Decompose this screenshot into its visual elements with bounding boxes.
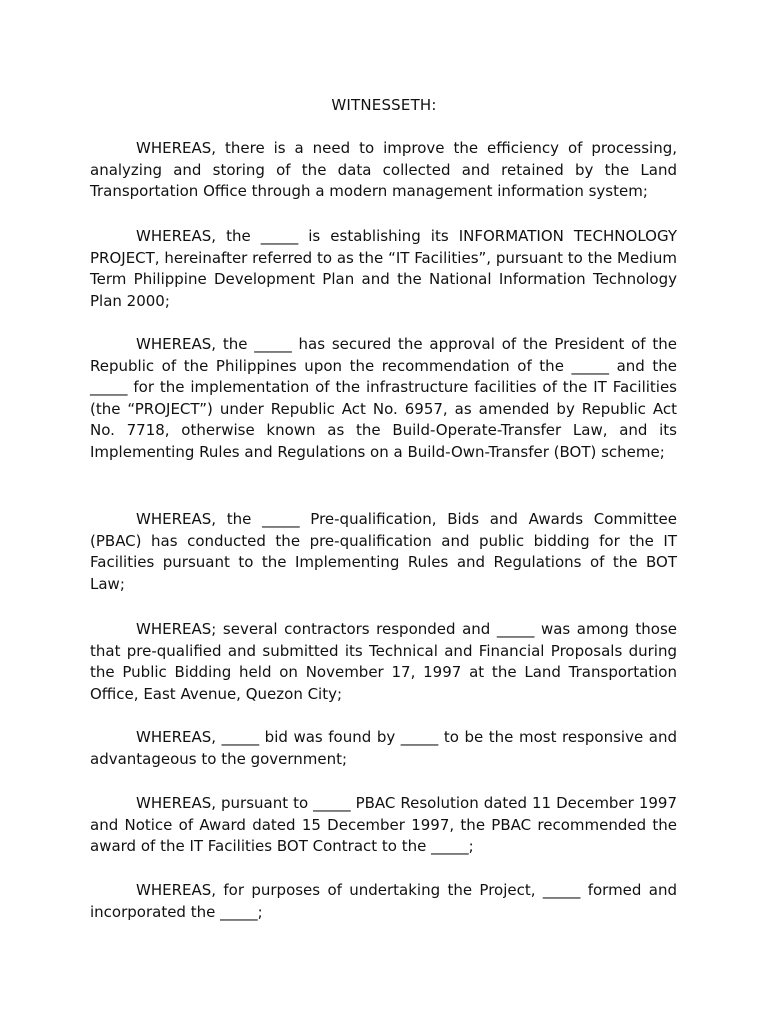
whereas-paragraph-8: WHEREAS, for purposes of undertaking the Project, _____ formed and incorporated the _____; bbox=[90, 881, 677, 921]
whereas-paragraph-2: WHEREAS, the _____ is establishing its INFORMATION TECHNOLOGY PROJECT, hereinafter referred to as the “IT Facilities”, pursuant to the Medium Term Philippine Development Plan and the National Information Technology Plan 2000; bbox=[90, 227, 677, 310]
whereas-paragraph-7: WHEREAS, pursuant to _____ PBAC Resolution dated 11 December 1997 and Notice of Award dated 15 December 1997, the PBAC recommended the award of the IT Facilities BOT Contract to the _____; bbox=[90, 794, 677, 856]
whereas-paragraph-5: WHEREAS; several contractors responded and _____ was among those that pre-qualified and submitted its Technical and Financial Proposals during the Public Bidding held on November 17, 1997 at the Land Transportation Office, East Avenue, Quezon City; bbox=[90, 620, 677, 703]
whereas-paragraph-6: WHEREAS, _____ bid was found by _____ to be the most responsive and advantageous to the government; bbox=[90, 728, 677, 768]
whereas-paragraph-4: WHEREAS, the _____ Pre-qualification, Bids and Awards Committee (PBAC) has conducted the pre-qualification and public bidding for the IT Facilities pursuant to the Implementing Rules and Regulations of the BOT Law; bbox=[90, 510, 677, 593]
whereas-paragraph-3: WHEREAS, the _____ has secured the approval of the President of the Republic of the Philippines upon the recommendation of the _____ and the _____ for the implementation of the infrastructure facilities of the IT Facilities (the “PROJECT”) under Republic Act No. 6957, as amended by Republic Act No. 7718, otherwise known as the Build-Operate-Transfer Law, and its Implementing Rules and Regulations on a Build-Own-Transfer (BOT) scheme; bbox=[90, 335, 677, 461]
whereas-paragraph-1: WHEREAS, there is a need to improve the efficiency of processing, analyzing and storing of the data collected and retained by the Land Transportation Office through a modern management information system; bbox=[90, 139, 677, 201]
document-heading: WITNESSETH: bbox=[331, 96, 437, 114]
